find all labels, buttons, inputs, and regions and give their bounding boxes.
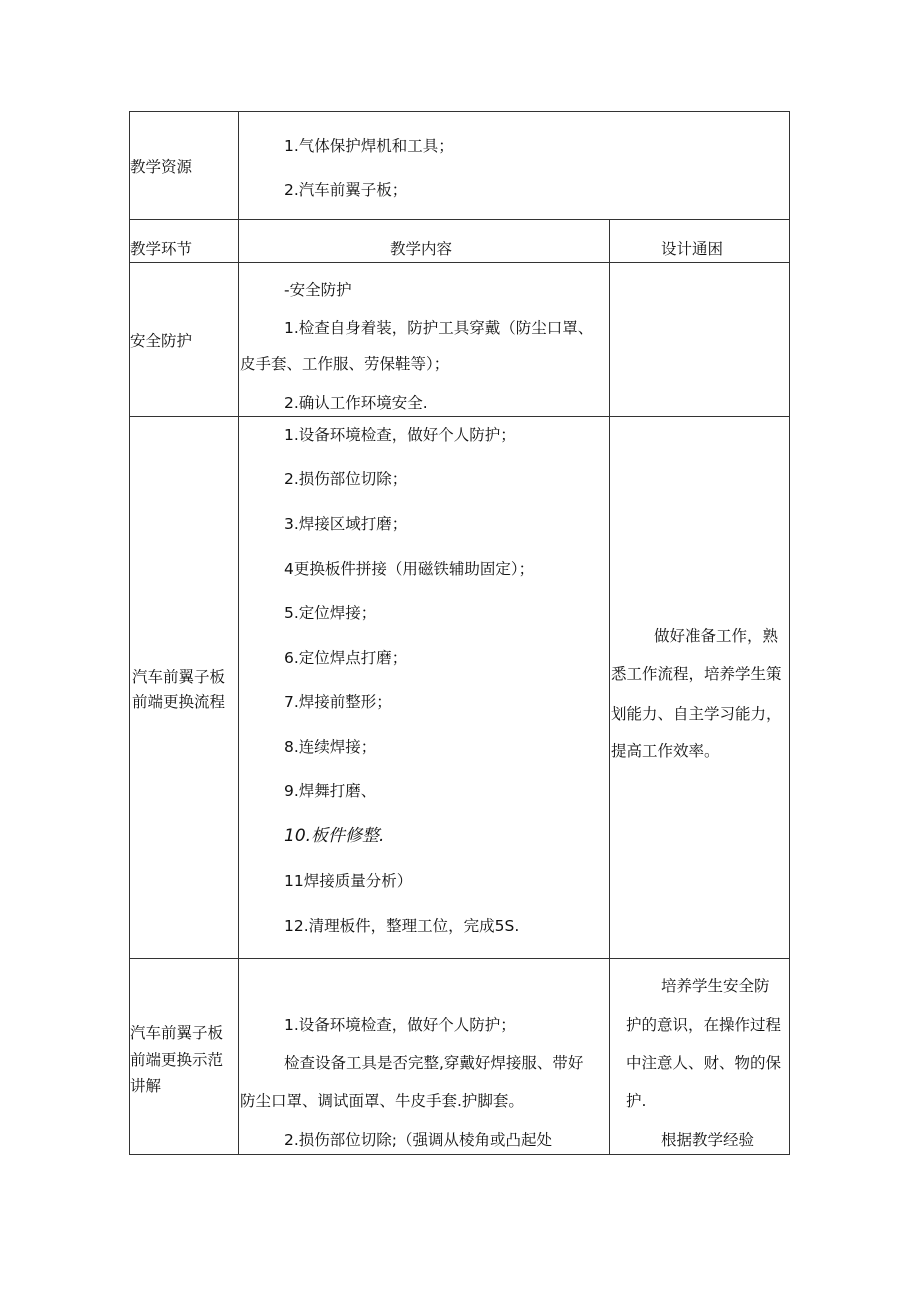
process-step: 8.连续焊接； xyxy=(284,738,377,756)
process-step: 4更换板件拼接（用磁铁辅助固定）； xyxy=(284,560,535,578)
header-design-intent: 设计通困 xyxy=(661,240,724,258)
safety-line: 2.确认工作环境安全. xyxy=(284,394,428,412)
process-step: 3.焊接区域打磨； xyxy=(284,515,408,533)
table-rule-col2 xyxy=(609,219,610,1154)
header-teaching-content: 教学内容 xyxy=(390,240,453,258)
demo-design-note: 护的意识，在操作过程 xyxy=(626,1016,782,1034)
process-step: 2.损伤部位切除； xyxy=(284,470,408,488)
demo-line: 防尘口罩、调试面罩、牛皮手套.护脚套。 xyxy=(240,1092,524,1110)
demo-design-note: 中注意人、财、物的保 xyxy=(626,1054,782,1072)
process-design-note: 提高工作效率。 xyxy=(611,742,720,760)
process-step: 9.焊舞打磨、 xyxy=(284,782,377,800)
demo-line: 检查设备工具是否完整,穿戴好焊接服、带好 xyxy=(284,1054,584,1072)
process-design-note: 划能力、自主学习能力， xyxy=(611,705,782,723)
resources-label: 教学资源 xyxy=(130,158,193,176)
table-rule-header-bottom xyxy=(129,262,790,263)
resource-item: 1.气体保护焊机和工具； xyxy=(284,137,454,155)
process-step: 10.板件修整. xyxy=(284,826,385,846)
process-design-note: 做好准备工作，熟 xyxy=(654,627,779,645)
demo-label: 汽车前翼子板 xyxy=(130,1024,224,1042)
demo-design-note: 培养学生安全防 xyxy=(661,977,770,995)
process-step: 5.定位焊接； xyxy=(284,604,377,622)
demo-label: 讲解 xyxy=(130,1077,162,1095)
safety-line: -安全防护 xyxy=(284,281,352,299)
process-step: 6.定位焊点打磨； xyxy=(284,649,408,667)
demo-design-note: 根据教学经验 xyxy=(661,1131,755,1149)
process-step: 12.清理板件，整理工位，完成5S. xyxy=(284,917,520,935)
demo-line: 2.损伤部位切除;（强调从棱角或凸起处 xyxy=(284,1131,553,1149)
table-rule-process-bottom xyxy=(129,958,790,959)
table-border-top xyxy=(129,111,790,112)
header-teaching-stage: 教学环节 xyxy=(130,240,193,258)
table-rule-col1 xyxy=(238,111,239,1154)
demo-design-note: 护. xyxy=(626,1092,647,1110)
safety-line: 1.检查自身着装，防护工具穿戴（防尘口罩、 xyxy=(284,319,594,337)
demo-label: 前端更换示范 xyxy=(130,1051,224,1069)
table-rule-safety-bottom xyxy=(129,416,790,417)
table-border-right xyxy=(789,111,790,1154)
process-step: 11焊接质量分析） xyxy=(284,872,413,890)
table-border-bottom xyxy=(129,1154,790,1155)
table-rule-header-top xyxy=(129,219,790,220)
process-step: 7.焊接前整形； xyxy=(284,693,392,711)
process-design-note: 悉工作流程，培养学生策 xyxy=(611,665,782,683)
safety-line: 皮手套、工作服、劳保鞋等）； xyxy=(240,355,450,373)
safety-label: 安全防护 xyxy=(130,332,193,350)
process-step: 1.设备环境检查，做好个人防护； xyxy=(284,426,516,444)
resource-item: 2.汽车前翼子板； xyxy=(284,181,408,199)
process-label: 前端更换流程 xyxy=(132,693,226,711)
table-border-left xyxy=(129,111,130,1154)
process-label: 汽车前翼子板 xyxy=(132,668,226,686)
demo-line: 1.设备环境检查，做好个人防护； xyxy=(284,1016,516,1034)
